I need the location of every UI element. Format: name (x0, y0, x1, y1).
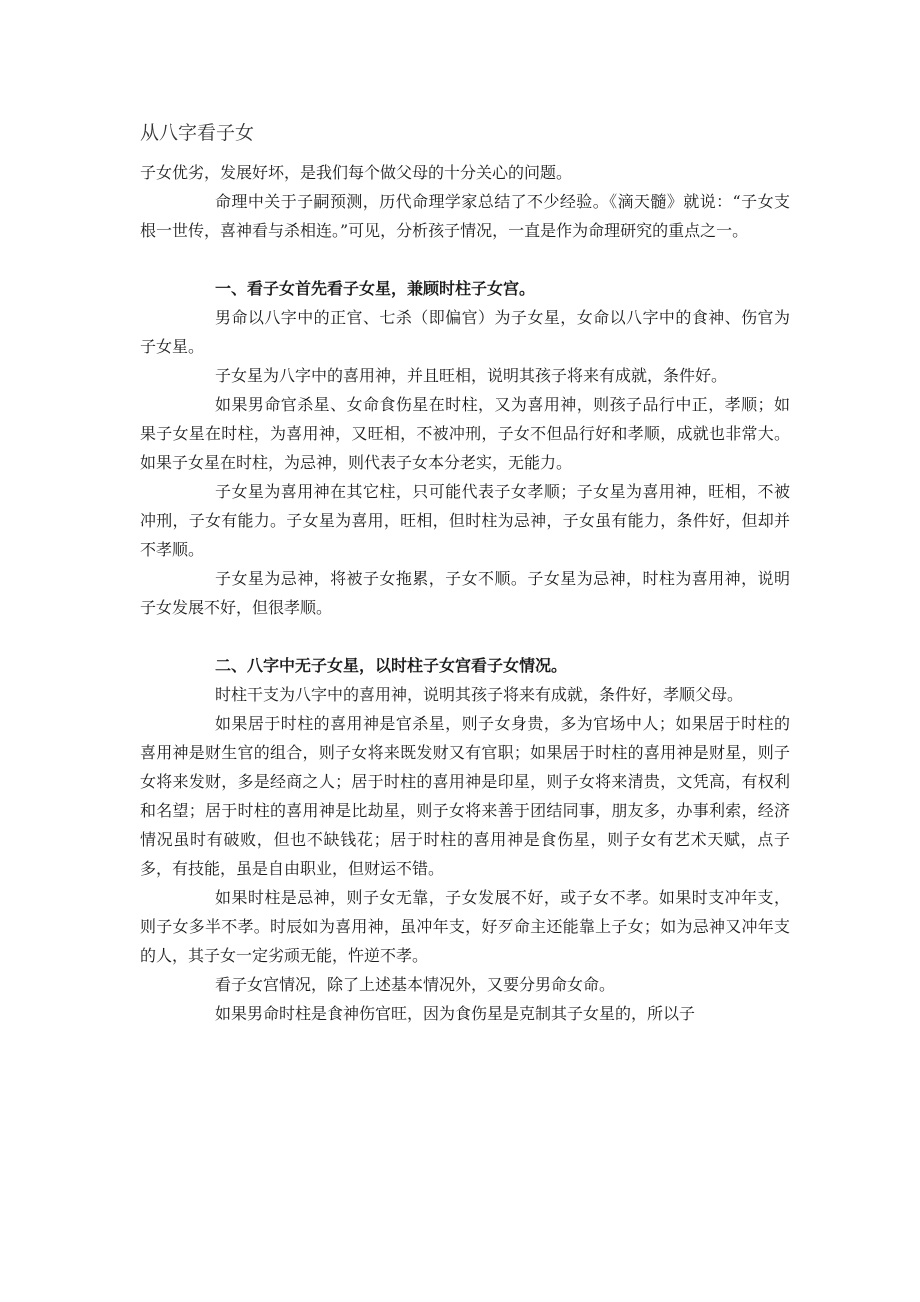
section-1-paragraph: 如果男命官杀星、女命食伤星在时柱，又为喜用神，则孩子品行中正，孝顺；如果子女星在时柱，为喜用神，又旺相，不被冲刑，子女不但品行好和孝顺，成就也非常大。如果子女星在时柱，为忌神，则代表子女本分老实，无能力。 (140, 395, 790, 472)
section-2-paragraph: 看子女宫情况，除了上述基本情况外，又要分男命女命。 (215, 975, 616, 994)
spacer (140, 245, 790, 274)
document-title: 从八字看子女 (140, 122, 255, 144)
spacer (140, 622, 790, 651)
section-1-paragraph: 子女星为八字中的喜用神，并且旺相，说明其孩子将来有成就，条件好。 (215, 366, 728, 385)
section-1-paragraph: 子女星为忌神，将被子女拖累，子女不顺。子女星为忌神，时柱为喜用神，说明子女发展不好，但很孝顺。 (140, 569, 790, 617)
intro-paragraph: 子女优劣，发展好坏，是我们每个做父母的十分关心的问题。 (140, 163, 573, 182)
document-body (140, 118, 790, 1028)
section-2-paragraph: 如果时柱是忌神，则子女无靠，子女发展不好，或子女不孝。如果时支冲年支，则子女多半不孝。时辰如为喜用神，虽冲年支，好歹命主还能靠上子女；如为忌神又冲年支的人，其子女一定劣顽无能，忤逆不孝。 (140, 888, 790, 965)
section-1-heading: 一、看子女首先看子女星，兼顾时柱子女宫。 (215, 279, 536, 298)
section-1-paragraph: 子女星为喜用神在其它柱，只可能代表子女孝顺；子女星为喜用神，旺相，不被冲刑，子女有能力。子女星为喜用，旺相，但时柱为忌神，子女虽有能力，条件好，但却并不孝顺。 (140, 482, 790, 559)
section-1-paragraph: 男命以八字中的正官、七杀（即偏官）为子女星，女命以八字中的食神、伤官为子女星。 (140, 308, 790, 356)
section-2-paragraph: 如果男命时柱是食神伤官旺，因为食伤星是克制其子女星的，所以子 (215, 1004, 696, 1023)
section-2-heading: 二、八字中无子女星，以时柱子女宫看子女情况。 (215, 656, 568, 675)
section-2-paragraph: 时柱干支为八字中的喜用神，说明其孩子将来有成就，条件好，孝顺父母。 (215, 685, 744, 704)
section-2-paragraph: 如果居于时柱的喜用神是官杀星，则子女身贵，多为官场中人；如果居于时柱的喜用神是财生官的组合，则子女将来既发财又有官职；如果居于时柱的喜用神是财星，则子女将来发财，多是经商之人；居于时柱的喜用神是印星，则子女将来清贵，文凭高，有权利和名望；居于时柱的喜用神是比劫星，则子女将来善于团结同事，朋友多，办事利索，经济情况虽时有破败，但也不缺钱花；居于时柱的喜用神是食伤星，则子女有艺术天赋，点子多，有技能，虽是自由职业，但财运不错。 (140, 714, 790, 878)
intro-paragraph-2: 命理中关于子嗣预测，历代命理学家总结了不少经验。《滴天髓》就说：“子女支根一世传，喜神看与杀相连。”可见，分析孩子情况，一直是作为命理研究的重点之一。 (140, 192, 790, 240)
